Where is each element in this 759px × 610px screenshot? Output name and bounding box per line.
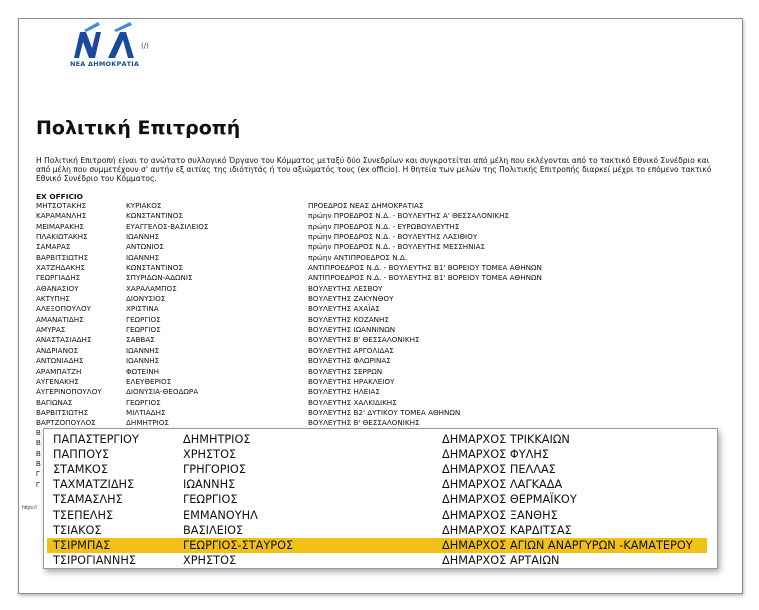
member-name: ΔΙΟΝΥΣΙΟΣ bbox=[126, 294, 166, 304]
zoomed-name: ΕΜΜΑΝΟΥΗΛ bbox=[183, 508, 258, 522]
zoomed-excerpt bbox=[43, 428, 718, 569]
member-name: ΚΥΡΙΑΚΟΣ bbox=[126, 201, 162, 210]
member-surname: ΑΛΕΞΟΠΟΥΛΟΥ bbox=[36, 304, 91, 314]
member-surname: ΚΑΡΑΜΑΝΛΗΣ bbox=[36, 211, 87, 221]
member-name: ΧΑΡΑΛΑΜΠΟΣ bbox=[126, 283, 177, 293]
member-row bbox=[36, 232, 596, 242]
url-fragment: https:// bbox=[22, 505, 38, 511]
member-role: ΒΟΥΛΕΥΤΗΣ ΦΛΩΡΙΝΑΣ bbox=[308, 356, 391, 366]
zoomed-row bbox=[44, 477, 717, 493]
member-surname: ΒΑΡΒΙΤΣΙΩΤΗΣ bbox=[36, 252, 89, 262]
member-surname: ΑΚΤΥΠΗΣ bbox=[36, 294, 70, 304]
zoomed-name: ΧΡΗΣΤΟΣ bbox=[183, 448, 237, 462]
member-name: ΕΛΕΥΘΕΡΙΟΣ bbox=[126, 376, 172, 386]
zoomed-row bbox=[44, 447, 717, 463]
zoomed-role: ΔΗΜΑΡΧΟΣ ΑΓΙΩΝ ΑΝΑΡΓΥΡΩΝ -ΚΑΜΑΤΕΡΟΥ bbox=[442, 538, 693, 552]
zoomed-role: ΔΗΜΑΡΧΟΣ ΦΥΛΗΣ bbox=[442, 448, 550, 462]
zoomed-surname: ΤΣΙΡΜΠΑΣ bbox=[53, 538, 111, 552]
member-row bbox=[36, 377, 596, 387]
truncated-row-letter: Β bbox=[36, 440, 41, 448]
page-title: Πολιτική Επιτροπή bbox=[36, 117, 241, 139]
member-name: ΚΩΝΣΤΑΝΤΙΝΟΣ bbox=[126, 263, 183, 273]
member-role: πρώην ΠΡΟΕΔΡΟΣ Ν.Δ. - ΕΥΡΩΒΟΥΛΕΥΤΗΣ bbox=[308, 221, 460, 231]
zoomed-row bbox=[44, 462, 717, 478]
member-surname: ΓΕΩΡΓΙΑΔΗΣ bbox=[36, 273, 81, 283]
zoomed-surname: ΤΣΙΡΟΓΙΑΝΝΗΣ bbox=[53, 553, 136, 567]
zoomed-row bbox=[44, 523, 717, 539]
member-surname: ΑΜΥΡΑΣ bbox=[36, 325, 66, 335]
zoomed-name: ΙΩΑΝΝΗΣ bbox=[183, 478, 236, 492]
zoomed-row bbox=[44, 508, 717, 524]
truncated-row-letter: Β bbox=[36, 450, 41, 458]
member-name: ΔΙΟΝΥΣΙΑ-ΘΕΟΔΩΡΑ bbox=[126, 387, 199, 397]
member-name: ΦΩΤΕΙΝΗ bbox=[126, 366, 159, 376]
member-name: ΓΕΩΡΓΙΟΣ bbox=[126, 397, 161, 407]
member-role: ΒΟΥΛΕΥΤΗΣ ΑΡΓΟΛΙΔΑΣ bbox=[308, 345, 394, 355]
member-row bbox=[36, 315, 596, 325]
member-surname: ΑΥΓΕΡΙΝΟΠΟΥΛΟΥ bbox=[36, 387, 102, 397]
member-row bbox=[36, 294, 596, 304]
member-surname: ΑΝΑΣΤΑΣΙΑΔΗΣ bbox=[36, 335, 92, 345]
member-name: ΣΑΒΒΑΣ bbox=[126, 335, 155, 345]
member-role: ΒΟΥΛΕΥΤΗΣ Β2' ΔΥΤΙΚΟΥ ΤΟΜΕΑ ΑΘΗΝΩΝ bbox=[308, 407, 461, 417]
member-surname: ΑΝΔΡΙΑΝΟΣ bbox=[36, 345, 79, 355]
member-row bbox=[36, 346, 596, 356]
member-surname: ΒΑΡΤΖΟΠΟΥΛΟΣ bbox=[36, 418, 96, 428]
member-role: ΠΡΟΕΔΡΟΣ ΝΕΑΣ ΔΗΜΟΚΡΑΤΙΑΣ bbox=[308, 201, 424, 210]
member-row bbox=[36, 398, 596, 408]
zoomed-role: ΔΗΜΑΡΧΟΣ ΛΑΓΚΑΔΑ bbox=[442, 478, 563, 492]
member-role: ΑΝΤΙΠΡΟΕΔΡΟΣ Ν.Δ. - ΒΟΥΛΕΥΤΗΣ Β1' ΒΟΡΕΙΟΥ ΤΟΜΕΑ ΑΘΗΝΩΝ bbox=[308, 263, 542, 273]
zoomed-name: ΓΕΩΡΓΙΟΣ-ΣΤΑΥΡΟΣ bbox=[183, 538, 294, 552]
zoomed-row bbox=[44, 432, 717, 448]
member-role: ΒΟΥΛΕΥΤΗΣ ΖΑΚΥΝΘΟΥ bbox=[308, 294, 394, 304]
member-name: ΚΩΝΣΤΑΝΤΙΝΟΣ bbox=[126, 211, 183, 221]
member-role: ΒΟΥΛΕΥΤΗΣ ΗΛΕΙΑΣ bbox=[308, 387, 380, 397]
member-row bbox=[36, 222, 596, 232]
zoomed-surname: ΤΑΧΜΑΤΖΙΔΗΣ bbox=[53, 478, 135, 492]
member-role: ΒΟΥΛΕΥΤΗΣ ΙΩΑΝΝΙΝΩΝ bbox=[308, 325, 396, 335]
member-surname: ΜΕΙΜΑΡΑΚΗΣ bbox=[36, 221, 84, 231]
zoomed-name: ΒΑΣΙΛΕΙΟΣ bbox=[183, 523, 244, 537]
member-name: ΑΝΤΩΝΙΟΣ bbox=[126, 242, 164, 252]
member-role: ΒΟΥΛΕΥΤΗΣ ΑΧΑΪΑΣ bbox=[308, 304, 380, 314]
zoomed-role: ΔΗΜΑΡΧΟΣ ΤΡΙΚΚΑΙΩΝ bbox=[442, 433, 570, 446]
zoomed-row bbox=[44, 553, 717, 569]
members-list bbox=[36, 201, 596, 429]
member-surname: ΜΗΤΣΟΤΑΚΗΣ bbox=[36, 201, 87, 210]
member-row bbox=[36, 273, 596, 283]
zoomed-name: ΓΕΩΡΓΙΟΣ bbox=[183, 493, 238, 507]
zoomed-role: ΔΗΜΑΡΧΟΣ ΠΕΛΛΑΣ bbox=[442, 463, 556, 477]
member-name: ΙΩΑΝΝΗΣ bbox=[126, 252, 160, 262]
member-surname: ΒΑΡΒΙΤΣΙΩΤΗΣ bbox=[36, 407, 89, 417]
member-surname: ΑΝΤΩΝΙΑΔΗΣ bbox=[36, 356, 84, 366]
member-row bbox=[36, 211, 596, 221]
member-surname: ΧΑΤΖΗΔΑΚΗΣ bbox=[36, 263, 86, 273]
member-name: ΓΕΩΡΓΙΟΣ bbox=[126, 314, 161, 324]
member-row bbox=[36, 304, 596, 314]
logo-subtitle: ΝΕΑ ΔΗΜΟΚΡΑΤΙΑ bbox=[70, 60, 140, 68]
member-role: πρώην ΠΡΟΕΔΡΟΣ Ν.Δ. - ΒΟΥΛΕΥΤΗΣ ΛΑΣΙΘΙΟΥ bbox=[308, 232, 478, 242]
member-row bbox=[36, 253, 596, 263]
member-role: ΒΟΥΛΕΥΤΗΣ ΗΡΑΚΛΕΙΟΥ bbox=[308, 376, 395, 386]
logo-registered-mark: (/) bbox=[141, 42, 149, 50]
member-name: ΜΙΛΤΙΑΔΗΣ bbox=[126, 407, 166, 417]
member-name: ΓΕΩΡΓΙΟΣ bbox=[126, 325, 161, 335]
zoomed-surname: ΠΑΠΑΣΤΕΡΓΙΟΥ bbox=[53, 433, 139, 446]
zoomed-surname: ΤΣΑΜΑΣΛΗΣ bbox=[53, 493, 123, 507]
zoomed-surname: ΤΣΕΠΕΛΗΣ bbox=[53, 508, 114, 522]
zoomed-name: ΓΡΗΓΟΡΙΟΣ bbox=[183, 463, 246, 477]
highlighted-row bbox=[47, 538, 707, 554]
truncated-row-letter: Β bbox=[36, 461, 41, 469]
member-name: ΧΡΙΣΤΙΝΑ bbox=[126, 304, 159, 314]
member-row bbox=[36, 284, 596, 294]
member-surname: ΣΑΜΑΡΑΣ bbox=[36, 242, 71, 252]
zoomed-surname: ΣΤΑΜΚΟΣ bbox=[53, 463, 108, 477]
member-role: ΒΟΥΛΕΥΤΗΣ ΧΑΛΚΙΔΙΚΗΣ bbox=[308, 397, 397, 407]
truncated-row-letter: Β bbox=[36, 430, 41, 437]
ex-officio-heading: EX OFFICIO bbox=[36, 192, 83, 201]
member-row bbox=[36, 263, 596, 273]
member-surname: ΑΜΑΝΑΤΙΔΗΣ bbox=[36, 314, 84, 324]
member-name: ΙΩΑΝΝΗΣ bbox=[126, 345, 160, 355]
member-role: ΑΝΤΙΠΡΟΕΔΡΟΣ Ν.Δ. - ΒΟΥΛΕΥΤΗΣ Β1' ΒΟΡΕΙΟΥ ΤΟΜΕΑ ΑΘΗΝΩΝ bbox=[308, 273, 542, 283]
member-row bbox=[36, 242, 596, 252]
member-row bbox=[36, 356, 596, 366]
member-row bbox=[36, 367, 596, 377]
member-surname: ΠΛΑΚΙΩΤΑΚΗΣ bbox=[36, 232, 88, 242]
member-surname: ΒΑΓΙΩΝΑΣ bbox=[36, 397, 73, 407]
member-row bbox=[36, 418, 596, 428]
member-row bbox=[36, 325, 596, 335]
zoomed-role: ΔΗΜΑΡΧΟΣ ΚΑΡΔΙΤΣΑΣ bbox=[442, 523, 572, 537]
member-role: πρώην ΠΡΟΕΔΡΟΣ Ν.Δ. - ΒΟΥΛΕΥΤΗΣ Α' ΘΕΣΣΑΛΟΝΙΚΗΣ bbox=[308, 211, 510, 221]
member-row bbox=[36, 408, 596, 418]
member-role: ΒΟΥΛΕΥΤΗΣ ΛΕΣΒΟΥ bbox=[308, 283, 383, 293]
member-row bbox=[36, 335, 596, 345]
member-name: ΣΠΥΡΙΔΩΝ-ΑΔΩΝΙΣ bbox=[126, 273, 193, 283]
zoomed-role: ΔΗΜΑΡΧΟΣ ΑΡΤΑΙΩΝ bbox=[442, 553, 560, 567]
zoomed-row bbox=[44, 492, 717, 508]
truncated-row-letter: Γ bbox=[36, 481, 40, 489]
member-role: πρώην ΠΡΟΕΔΡΟΣ Ν.Δ. - ΒΟΥΛΕΥΤΗΣ ΜΕΣΣΗΝΙΑΣ bbox=[308, 242, 486, 252]
truncated-row-letter: Γ bbox=[36, 471, 40, 479]
member-surname: ΑΡΑΜΠΑΤΖΗ bbox=[36, 366, 82, 376]
member-row bbox=[36, 201, 596, 211]
member-name: ΙΩΑΝΝΗΣ bbox=[126, 356, 160, 366]
member-surname: ΑΥΓΕΝΑΚΗΣ bbox=[36, 376, 79, 386]
member-role: ΒΟΥΛΕΥΤΗΣ Β' ΘΕΣΣΑΛΟΝΙΚΗΣ bbox=[308, 335, 420, 345]
member-name: ΙΩΑΝΝΗΣ bbox=[126, 232, 160, 242]
member-role: ΒΟΥΛΕΥΤΗΣ ΣΕΡΡΩΝ bbox=[308, 366, 383, 376]
member-surname: ΑΘΑΝΑΣΙΟΥ bbox=[36, 283, 79, 293]
member-name: ΕΥΑΓΓΕΛΟΣ-ΒΑΣΙΛΕΙΟΣ bbox=[126, 221, 209, 231]
zoomed-role: ΔΗΜΑΡΧΟΣ ΘΕΡΜΑΪΚΟΥ bbox=[442, 493, 577, 507]
zoomed-name: ΧΡΗΣΤΟΣ bbox=[183, 553, 237, 567]
zoomed-name: ΔΗΜΗΤΡΙΟΣ bbox=[183, 433, 251, 446]
intro-paragraph: Η Πολιτική Επιτροπή είναι το ανώτατο συλλογικό Όργανο του Κόμματος μεταξύ δύο Συνεδρίων και συγκροτείται από μέλη που εκλέγονται από το τακτικό Εθνικό Συνέδριο και από μέλη που συμμετέχουν σ' αυτήν εξ αιτίας της ιδιότητάς ή του αξιώματός τους (ex officio). Η θητεία των μελών της Πολιτικής Επιτροπής διαρκεί μέχρι το επόμενο τακτικό Εθνικό Συνέδριο του Κόμματος. bbox=[36, 156, 712, 184]
member-name: ΔΗΜΗΤΡΙΟΣ bbox=[126, 418, 169, 428]
zoomed-surname: ΠΑΠΠΟΥΣ bbox=[53, 448, 110, 462]
member-role: ΒΟΥΛΕΥΤΗΣ Β' ΘΕΣΣΑΛΟΝΙΚΗΣ bbox=[308, 418, 420, 428]
zoomed-role: ΔΗΜΑΡΧΟΣ ΞΑΝΘΗΣ bbox=[442, 508, 558, 522]
member-row bbox=[36, 387, 596, 397]
zoomed-surname: ΤΣΙΑΚΟΣ bbox=[53, 523, 102, 537]
member-role: ΒΟΥΛΕΥΤΗΣ ΚΟΖΑΝΗΣ bbox=[308, 314, 389, 324]
member-role: πρώην ΑΝΤΙΠΡΟΕΔΡΟΣ Ν.Δ. bbox=[308, 252, 408, 262]
